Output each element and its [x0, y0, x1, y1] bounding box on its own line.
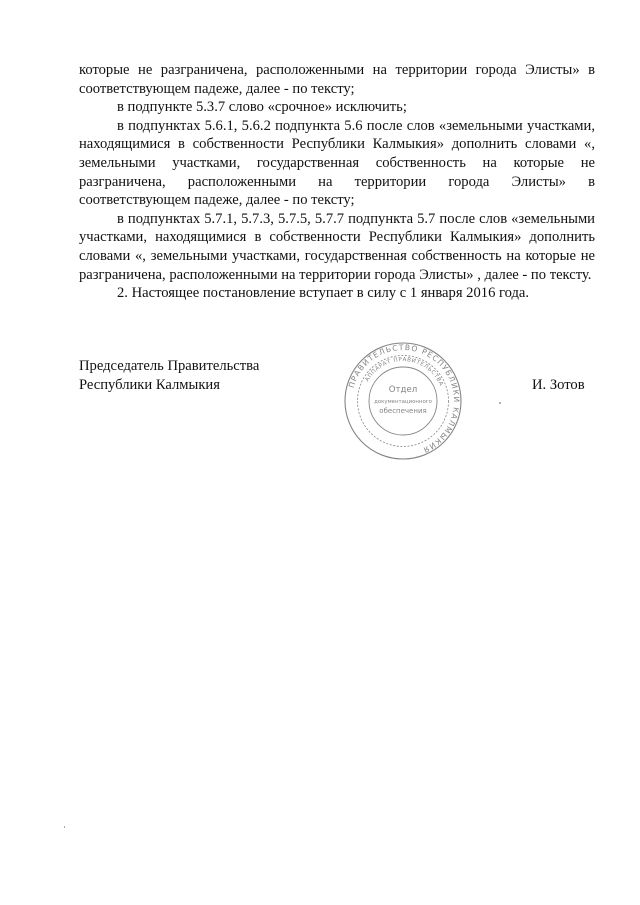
signatory-position-line1: Председатель Правительства — [79, 358, 260, 374]
paragraph-effective-date: 2. Настоящее постановление вступает в силу с 1 января 2016 года. — [117, 285, 530, 302]
stamp-inner-text: АППАРАТ ПРАВИТЕЛЬСТВА — [364, 356, 445, 388]
paragraph-subclause-5-6: в подпунктах 5.6.1, 5.6.2 подпункта 5.6 после слов «земельными участками, находящимися в собственности Республики Калмыкия» дополнить словами «, земельными участками, государственная собственность на которые не разграничена, расположенными на территории города Элисты» в соответствующем падеже, далее - по тексту; — [79, 117, 595, 209]
signatory-position — [79, 357, 259, 394]
paragraph-subclause-5-7: в подпунктах 5.7.1, 5.7.3, 5.7.5, 5.7.7 подпункта 5.7 после слов «земельными участками, находящимися в собственности Республики Калмыкия» дополнить словами «, земельными участками, государственная собственность на которые не разграничена, расположенными на территории города Элисты» , далее - по тексту. — [79, 210, 595, 283]
scan-speck — [64, 826, 65, 828]
scan-speck — [499, 402, 501, 404]
stamp-center-line3: обеспечения — [379, 407, 427, 415]
paragraph-continuation: которые не разграничена, расположенными на территории города Элисты» в соответствующем падеже, далее - по тексту; — [79, 62, 595, 97]
signatory-name: И. Зотов — [532, 377, 585, 393]
document-body — [79, 61, 595, 303]
official-seal-stamp — [342, 340, 464, 462]
stamp-center-line1: Отдел — [388, 385, 418, 395]
paragraph-subclause-5-3-7: в подпункте 5.3.7 слово «срочное» исключить; — [117, 99, 407, 116]
stamp-outer-text: ПРАВИТЕЛЬСТВО РЕСПУБЛИКИ КАЛМЫКИЯ — [346, 342, 462, 455]
signatory-position-line2: Республики Калмыкия — [79, 376, 220, 393]
stamp-center-line2: документационного — [374, 399, 432, 405]
